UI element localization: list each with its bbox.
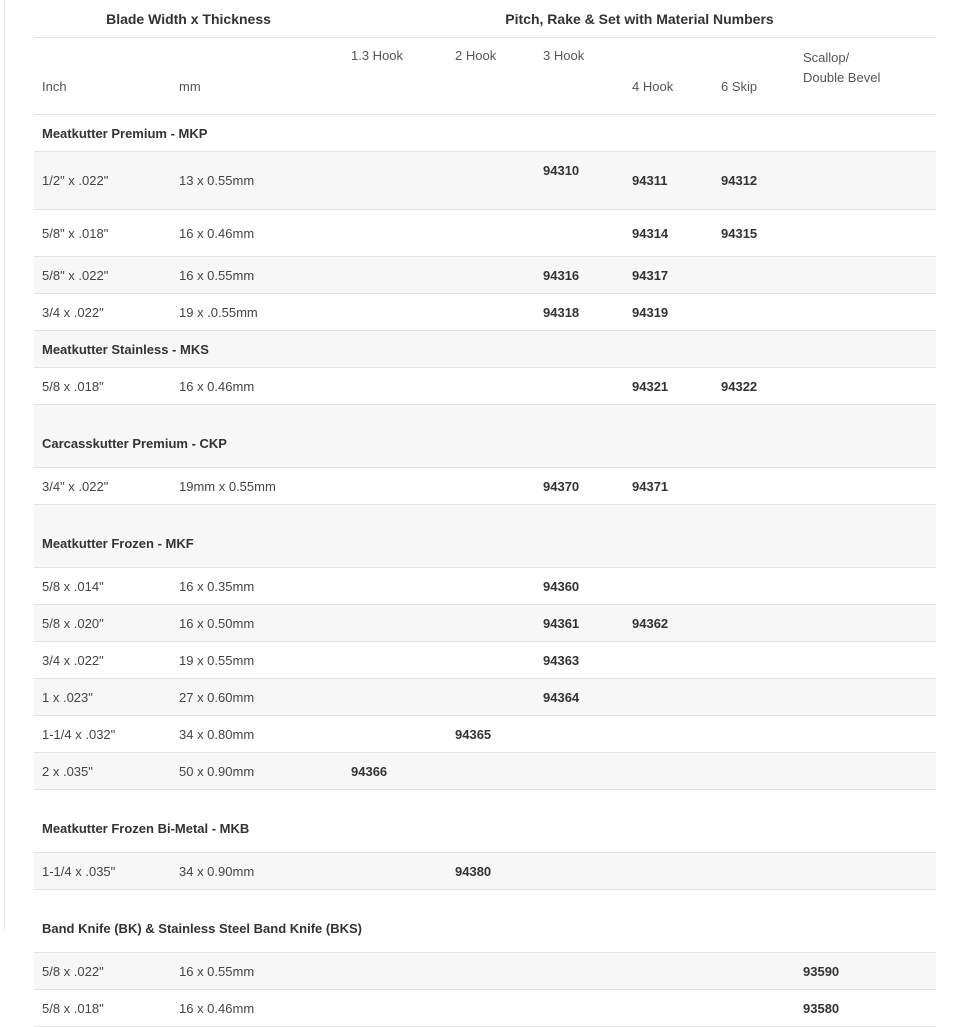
cell-2-hook xyxy=(447,753,535,790)
col-header-scallop-line1: Scallop/ xyxy=(803,50,850,65)
cell-inch: 1-1/4 x .035" xyxy=(34,853,171,890)
cell-6-skip xyxy=(713,605,795,642)
cell-6-skip xyxy=(713,294,795,331)
cell-inch: 2 x .035" xyxy=(34,753,171,790)
cell-3-hook xyxy=(535,368,624,405)
cell-2-hook xyxy=(447,990,535,1027)
table-row xyxy=(34,753,936,790)
cell-6-skip xyxy=(713,642,795,679)
cell-inch: 5/8 x .022" xyxy=(34,953,171,990)
cell-2-hook xyxy=(447,294,535,331)
cell-mm: 16 x 0.35mm xyxy=(171,568,343,605)
cell-1-3-hook xyxy=(343,990,447,1027)
cell-scallop xyxy=(795,568,936,605)
cell-inch: 5/8 x .014" xyxy=(34,568,171,605)
cell-3-hook xyxy=(535,753,624,790)
cell-1-3-hook xyxy=(343,368,447,405)
cell-mm: 19 x 0.55mm xyxy=(171,642,343,679)
cell-6-skip xyxy=(713,753,795,790)
cell-inch: 5/8 x .020" xyxy=(34,605,171,642)
table-row xyxy=(34,468,936,505)
cell-1-3-hook xyxy=(343,642,447,679)
cell-3-hook xyxy=(535,953,624,990)
cell-6-skip xyxy=(713,257,795,294)
cell-mm: 50 x 0.90mm xyxy=(171,753,343,790)
col-header-mm: mm xyxy=(171,38,343,115)
cell-1-3-hook xyxy=(343,679,447,716)
cell-1-3-hook: 94366 xyxy=(343,753,447,790)
section-title: Meatkutter Frozen Bi-Metal - MKB xyxy=(34,790,936,853)
section-row xyxy=(34,790,936,853)
cell-mm: 16 x 0.46mm xyxy=(171,990,343,1027)
cell-2-hook xyxy=(447,679,535,716)
cell-2-hook xyxy=(447,568,535,605)
cell-3-hook: 94360 xyxy=(535,568,624,605)
cell-4-hook: 94321 xyxy=(624,368,713,405)
cell-6-skip xyxy=(713,990,795,1027)
cell-mm: 13 x 0.55mm xyxy=(171,152,343,210)
material-numbers-table xyxy=(34,0,936,1027)
section-row xyxy=(34,331,936,368)
cell-scallop xyxy=(795,368,936,405)
cell-4-hook xyxy=(624,679,713,716)
pitch-group-header: Pitch, Rake & Set with Material Numbers xyxy=(343,0,936,38)
cell-inch: 1/2" x .022" xyxy=(34,152,171,210)
cell-scallop xyxy=(795,294,936,331)
section-title: Meatkutter Stainless - MKS xyxy=(34,331,936,368)
table-row xyxy=(34,368,936,405)
cell-2-hook: 94380 xyxy=(447,853,535,890)
cell-mm: 19mm x 0.55mm xyxy=(171,468,343,505)
cell-4-hook: 94314 xyxy=(624,210,713,257)
cell-mm: 16 x 0.46mm xyxy=(171,368,343,405)
left-border xyxy=(4,0,5,929)
cell-2-hook xyxy=(447,257,535,294)
cell-mm: 34 x 0.90mm xyxy=(171,853,343,890)
cell-4-hook: 94317 xyxy=(624,257,713,294)
cell-6-skip: 94312 xyxy=(713,152,795,210)
col-header-3-hook: 3 Hook xyxy=(535,38,624,115)
cell-mm: 19 x .0.55mm xyxy=(171,294,343,331)
cell-4-hook xyxy=(624,716,713,753)
cell-6-skip: 94315 xyxy=(713,210,795,257)
column-header-row xyxy=(34,38,936,115)
cell-inch: 5/8 x .018" xyxy=(34,368,171,405)
cell-1-3-hook xyxy=(343,152,447,210)
col-header-2-hook: 2 Hook xyxy=(447,38,535,115)
table-row xyxy=(34,210,936,257)
cell-1-3-hook xyxy=(343,568,447,605)
cell-mm: 16 x 0.46mm xyxy=(171,210,343,257)
section-title: Band Knife (BK) & Stainless Steel Band Knife (BKS) xyxy=(34,890,936,953)
cell-6-skip: 94322 xyxy=(713,368,795,405)
cell-6-skip xyxy=(713,568,795,605)
cell-1-3-hook xyxy=(343,257,447,294)
cell-mm: 27 x 0.60mm xyxy=(171,679,343,716)
cell-inch: 5/8" x .022" xyxy=(34,257,171,294)
cell-1-3-hook xyxy=(343,853,447,890)
cell-scallop xyxy=(795,853,936,890)
cell-4-hook: 94319 xyxy=(624,294,713,331)
cell-2-hook: 94365 xyxy=(447,716,535,753)
cell-scallop xyxy=(795,210,936,257)
cell-4-hook xyxy=(624,753,713,790)
section-row xyxy=(34,405,936,468)
cell-2-hook xyxy=(447,953,535,990)
table-row xyxy=(34,642,936,679)
cell-inch: 3/4" x .022" xyxy=(34,468,171,505)
cell-1-3-hook xyxy=(343,210,447,257)
cell-scallop xyxy=(795,257,936,294)
cell-scallop: 93590 xyxy=(795,953,936,990)
cell-2-hook xyxy=(447,152,535,210)
cell-1-3-hook xyxy=(343,716,447,753)
cell-6-skip xyxy=(713,679,795,716)
cell-6-skip xyxy=(713,716,795,753)
cell-2-hook xyxy=(447,368,535,405)
cell-inch: 1 x .023" xyxy=(34,679,171,716)
cell-scallop: 93580 xyxy=(795,990,936,1027)
cell-inch: 5/8" x .018" xyxy=(34,210,171,257)
table-row xyxy=(34,605,936,642)
cell-4-hook: 94362 xyxy=(624,605,713,642)
table-row xyxy=(34,853,936,890)
cell-scallop xyxy=(795,753,936,790)
cell-4-hook xyxy=(624,568,713,605)
table-row xyxy=(34,716,936,753)
col-header-4-hook: 4 Hook xyxy=(624,38,713,115)
col-header-scallop xyxy=(795,38,936,115)
cell-scallop xyxy=(795,642,936,679)
cell-2-hook xyxy=(447,210,535,257)
table-row xyxy=(34,294,936,331)
section-title: Meatkutter Frozen - MKF xyxy=(34,505,936,568)
cell-3-hook: 94316 xyxy=(535,257,624,294)
cell-4-hook: 94371 xyxy=(624,468,713,505)
cell-inch: 1-1/4 x .032" xyxy=(34,716,171,753)
cell-scallop xyxy=(795,605,936,642)
cell-6-skip xyxy=(713,853,795,890)
cell-inch: 3/4 x .022" xyxy=(34,642,171,679)
blade-width-group-header: Blade Width x Thickness xyxy=(34,0,343,38)
cell-2-hook xyxy=(447,642,535,679)
cell-mm: 16 x 0.55mm xyxy=(171,257,343,294)
cell-3-hook: 94364 xyxy=(535,679,624,716)
material-table-wrapper xyxy=(34,0,936,1027)
cell-3-hook xyxy=(535,853,624,890)
cell-mm: 16 x 0.50mm xyxy=(171,605,343,642)
cell-scallop xyxy=(795,679,936,716)
col-header-6-skip: 6 Skip xyxy=(713,38,795,115)
cell-scallop xyxy=(795,716,936,753)
table-row xyxy=(34,679,936,716)
cell-3-hook: 94370 xyxy=(535,468,624,505)
cell-3-hook: 94361 xyxy=(535,605,624,642)
group-header-row xyxy=(34,0,936,38)
cell-3-hook xyxy=(535,716,624,753)
col-header-1-3-hook: 1.3 Hook xyxy=(343,38,447,115)
section-row xyxy=(34,505,936,568)
col-header-scallop-line2: Double Bevel xyxy=(803,70,881,85)
section-row xyxy=(34,115,936,152)
cell-1-3-hook xyxy=(343,294,447,331)
cell-mm: 16 x 0.55mm xyxy=(171,953,343,990)
cell-mm: 34 x 0.80mm xyxy=(171,716,343,753)
cell-6-skip xyxy=(713,468,795,505)
table-row xyxy=(34,257,936,294)
table-row xyxy=(34,990,936,1027)
cell-1-3-hook xyxy=(343,605,447,642)
cell-inch: 5/8 x .018" xyxy=(34,990,171,1027)
cell-scallop xyxy=(795,152,936,210)
cell-3-hook: 94310 xyxy=(535,152,624,210)
cell-4-hook: 94311 xyxy=(624,152,713,210)
section-title: Carcasskutter Premium - CKP xyxy=(34,405,936,468)
cell-inch: 3/4 x .022" xyxy=(34,294,171,331)
cell-3-hook: 94363 xyxy=(535,642,624,679)
table-row xyxy=(34,568,936,605)
cell-4-hook xyxy=(624,853,713,890)
cell-1-3-hook xyxy=(343,953,447,990)
cell-2-hook xyxy=(447,605,535,642)
cell-3-hook: 94318 xyxy=(535,294,624,331)
cell-3-hook xyxy=(535,210,624,257)
section-title: Meatkutter Premium - MKP xyxy=(34,115,936,152)
cell-4-hook xyxy=(624,642,713,679)
cell-4-hook xyxy=(624,990,713,1027)
table-row xyxy=(34,953,936,990)
col-header-inch: Inch xyxy=(34,38,171,115)
table-row xyxy=(34,152,936,210)
cell-6-skip xyxy=(713,953,795,990)
cell-scallop xyxy=(795,468,936,505)
cell-4-hook xyxy=(624,953,713,990)
cell-3-hook xyxy=(535,990,624,1027)
section-row xyxy=(34,890,936,953)
cell-2-hook xyxy=(447,468,535,505)
cell-1-3-hook xyxy=(343,468,447,505)
